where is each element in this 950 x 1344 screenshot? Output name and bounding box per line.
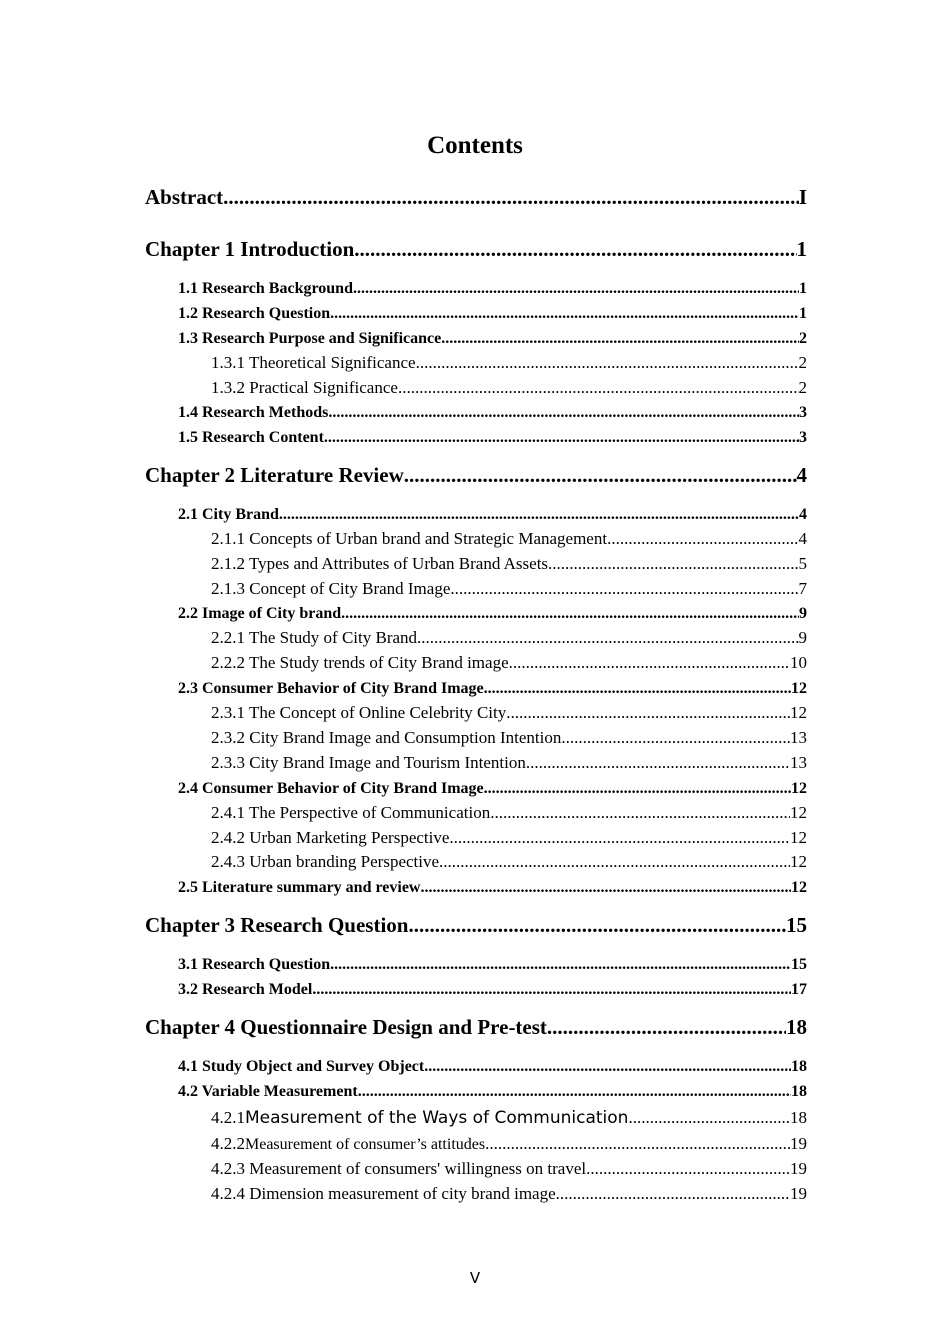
- toc-entry-page: 2: [798, 378, 807, 397]
- dot-leader: [324, 427, 799, 449]
- dot-leader: [450, 578, 798, 600]
- toc-entry-4-1[interactable]: [178, 1056, 807, 1078]
- toc-entry-2-3-2[interactable]: [211, 727, 807, 749]
- toc-entry-label: 2.1.1 Concepts of Urban brand and Strategic Management: [211, 529, 608, 548]
- dot-leader: [424, 1056, 791, 1078]
- toc-entry-2-2-2[interactable]: [211, 652, 807, 674]
- toc-entry-page: 1: [799, 305, 807, 322]
- toc-entry-label: 2.3.2 City Brand Image and Consumption Intention: [211, 728, 562, 747]
- toc-entry-label: 4.2.3 Measurement of consumers' willingness on travel: [211, 1159, 587, 1178]
- toc-entry-page: 18: [790, 1108, 807, 1127]
- toc-entry-page: 12: [790, 803, 807, 822]
- toc-entry-2-1[interactable]: [178, 504, 807, 526]
- toc-entry-label: Abstract: [145, 185, 224, 209]
- dot-leader: [439, 851, 790, 873]
- toc-entry-2-4-2[interactable]: [211, 827, 807, 849]
- toc-entry-page: 12: [790, 852, 807, 871]
- toc-entry-page: 19: [790, 1159, 807, 1178]
- toc-entry-2-1-3[interactable]: [211, 578, 807, 600]
- toc-entry-2-3-3[interactable]: [211, 752, 807, 774]
- toc-entry-2-4-3[interactable]: [211, 851, 807, 873]
- toc-entry-page: 12: [790, 828, 807, 847]
- dot-leader: [420, 877, 791, 899]
- toc-entry-page: 12: [791, 879, 807, 896]
- toc-entry-page: I: [798, 185, 807, 209]
- toc-entry-label: 1.3.1 Theoretical Significance: [211, 353, 416, 372]
- dot-leader: [354, 235, 796, 263]
- toc-entry-1-3-2[interactable]: [211, 377, 807, 399]
- toc-entry-label: 2.1.3 Concept of City Brand Image: [211, 579, 451, 598]
- dot-leader: [561, 727, 790, 749]
- dot-leader: [509, 652, 790, 674]
- dot-leader: [330, 303, 799, 325]
- dot-leader: [485, 1133, 790, 1155]
- toc-entry-label: 2.2 Image of City brand: [178, 605, 342, 622]
- dot-leader: [628, 1107, 790, 1129]
- toc-entry-1-3-1[interactable]: [211, 352, 807, 374]
- toc-entry-page: 19: [790, 1134, 807, 1153]
- toc-entry-label: 2.3.3 City Brand Image and Tourism Intention: [211, 753, 526, 772]
- toc-entry-page: 13: [790, 728, 807, 747]
- toc-entry-label: 1.2 Research Question: [178, 305, 331, 322]
- toc-entry-label: 4.2.4 Dimension measurement of city brand image: [211, 1184, 556, 1203]
- toc-entry-2-3[interactable]: [178, 678, 807, 700]
- dot-leader: [548, 553, 798, 575]
- toc-entry-label: 2.4 Consumer Behavior of City Brand Image: [178, 780, 484, 797]
- toc-entry-label: 2.4.1 The Perspective of Communication: [211, 803, 491, 822]
- toc-entry-2-4[interactable]: [178, 778, 807, 800]
- toc-entry-1-4[interactable]: [178, 402, 807, 424]
- toc-entry-1-3[interactable]: [178, 328, 807, 350]
- toc-entry-1-1[interactable]: [178, 278, 807, 300]
- dot-leader: [607, 528, 798, 550]
- toc-entry-abstract[interactable]: [145, 183, 807, 211]
- dot-leader: [358, 1081, 791, 1103]
- dot-leader: [223, 183, 799, 211]
- toc-entry-page: 18: [791, 1058, 807, 1075]
- toc-entry-label: 4.1 Study Object and Survey Object: [178, 1058, 425, 1075]
- toc-entry-page: 4: [798, 529, 807, 548]
- toc-entry-label: 2.4.3 Urban branding Perspective: [211, 852, 440, 871]
- toc-entry-page: 7: [798, 579, 807, 598]
- toc-entry-page: 3: [799, 404, 807, 421]
- toc-entry-label: Chapter 3 Research Question: [145, 913, 409, 937]
- toc-entry-label-prefix: 4.2.1: [211, 1108, 245, 1127]
- toc-entry-page: 18: [786, 1015, 807, 1039]
- toc-entry-4-2-2[interactable]: [211, 1133, 807, 1156]
- toc-entry-label: 2.2.2 The Study trends of City Brand image: [211, 653, 509, 672]
- dot-leader: [484, 678, 791, 700]
- toc-entry-page: 18: [791, 1083, 807, 1100]
- dot-leader: [449, 827, 790, 849]
- page-title: Contents: [427, 132, 523, 159]
- toc-entry-1-2[interactable]: [178, 303, 807, 325]
- toc-entry-4-2-3[interactable]: [211, 1158, 807, 1180]
- dot-leader: [547, 1013, 786, 1041]
- toc-entry-label: 2.1.2 Types and Attributes of Urban Brand Assets: [211, 554, 549, 573]
- toc-entry-label-prefix: 4.2.2: [211, 1134, 245, 1153]
- toc-entry-label: 1.5 Research Content: [178, 429, 324, 446]
- toc-entry-2-1-2[interactable]: [211, 553, 807, 575]
- toc-entry-label: Chapter 2 Literature Review: [145, 463, 404, 487]
- toc-entry-page: 17: [791, 981, 807, 998]
- toc-entry-page: 12: [790, 703, 807, 722]
- dot-leader: [484, 778, 791, 800]
- dot-leader: [586, 1158, 790, 1180]
- toc-entry-label: 3.1 Research Question: [178, 956, 331, 973]
- toc-entry-page: 12: [791, 780, 807, 797]
- toc-entry-label: 2.3 Consumer Behavior of City Brand Image: [178, 680, 484, 697]
- toc-entry-chapter-3[interactable]: [145, 911, 807, 939]
- toc-entry-label: 1.1 Research Background: [178, 280, 353, 297]
- toc-entry-label: Chapter 1 Introduction: [145, 237, 355, 261]
- toc-entry-label: 2.5 Literature summary and review: [178, 879, 421, 896]
- dot-leader: [398, 377, 799, 399]
- toc-entry-label: Measurement of consumer’s attitudes: [245, 1136, 486, 1153]
- toc-entry-chapter-1[interactable]: [145, 235, 807, 263]
- toc-entry-page: 12: [791, 680, 807, 697]
- dot-leader: [417, 627, 798, 649]
- dot-leader: [353, 278, 799, 300]
- toc-entry-label: 1.4 Research Methods: [178, 404, 329, 421]
- dot-leader: [279, 504, 799, 526]
- dot-leader: [312, 979, 791, 1001]
- toc-entry-label: Measurement of the Ways of Communication: [245, 1108, 629, 1128]
- toc-entry-page: 15: [791, 956, 807, 973]
- toc-entry-2-2-1[interactable]: [211, 627, 807, 649]
- toc-entry-chapter-4[interactable]: [145, 1013, 807, 1041]
- toc-entry-page: 13: [790, 753, 807, 772]
- toc-entry-4-2-4[interactable]: [211, 1183, 807, 1205]
- toc-entry-1-5[interactable]: [178, 427, 807, 449]
- dot-leader: [404, 461, 797, 489]
- toc-entry-2-2[interactable]: [178, 603, 807, 625]
- dot-leader: [526, 752, 790, 774]
- toc-entry-page: 4: [799, 506, 807, 523]
- toc-entry-label: 1.3.2 Practical Significance: [211, 378, 398, 397]
- toc-entry-label: 3.2 Research Model: [178, 981, 313, 998]
- dot-leader: [341, 603, 799, 625]
- toc-entry-page: 19: [790, 1184, 807, 1203]
- toc-entry-2-1-1[interactable]: [211, 528, 807, 550]
- toc-entry-label: 2.2.1 The Study of City Brand: [211, 628, 418, 647]
- toc-entry-label: 2.3.1 The Concept of Online Celebrity City: [211, 703, 507, 722]
- toc-entry-chapter-2[interactable]: [145, 461, 807, 489]
- toc-entry-page: 15: [786, 913, 807, 937]
- toc-entry-page: 4: [796, 463, 807, 487]
- toc-entry-page: 3: [799, 429, 807, 446]
- toc-entry-3-1[interactable]: [178, 954, 807, 976]
- page-number: V: [469, 1269, 481, 1287]
- toc-entry-page: 10: [790, 653, 807, 672]
- dot-leader: [556, 1183, 790, 1205]
- toc-entry-4-2-1[interactable]: [211, 1107, 807, 1129]
- dot-leader: [416, 352, 799, 374]
- toc-entry-2-3-1[interactable]: [211, 702, 807, 724]
- toc-entry-3-2[interactable]: [178, 979, 807, 1001]
- dot-leader: [328, 402, 799, 424]
- toc-entry-2-5[interactable]: [178, 877, 807, 899]
- toc-entry-page: 1: [796, 237, 807, 261]
- dot-leader: [490, 802, 790, 824]
- toc-entry-label: 2.1 City Brand: [178, 506, 279, 523]
- toc-entry-2-4-1[interactable]: [211, 802, 807, 824]
- toc-entry-label: 1.3 Research Purpose and Significance: [178, 330, 442, 347]
- dot-leader: [506, 702, 790, 724]
- toc-entry-label: Chapter 4 Questionnaire Design and Pre-test: [145, 1015, 547, 1039]
- toc-entry-page: 2: [798, 353, 807, 372]
- dot-leader: [330, 954, 791, 976]
- dot-leader: [408, 911, 786, 939]
- toc-entry-label: 4.2 Variable Measurement: [178, 1083, 358, 1100]
- toc-entry-page: 9: [799, 605, 807, 622]
- dot-leader: [441, 328, 799, 350]
- toc-entry-page: 1: [799, 280, 807, 297]
- toc-entry-page: 5: [798, 554, 807, 573]
- toc-entry-page: 2: [799, 330, 807, 347]
- toc-entry-page: 9: [798, 628, 807, 647]
- toc-entry-4-2[interactable]: [178, 1081, 807, 1103]
- toc-entry-label: 2.4.2 Urban Marketing Perspective: [211, 828, 450, 847]
